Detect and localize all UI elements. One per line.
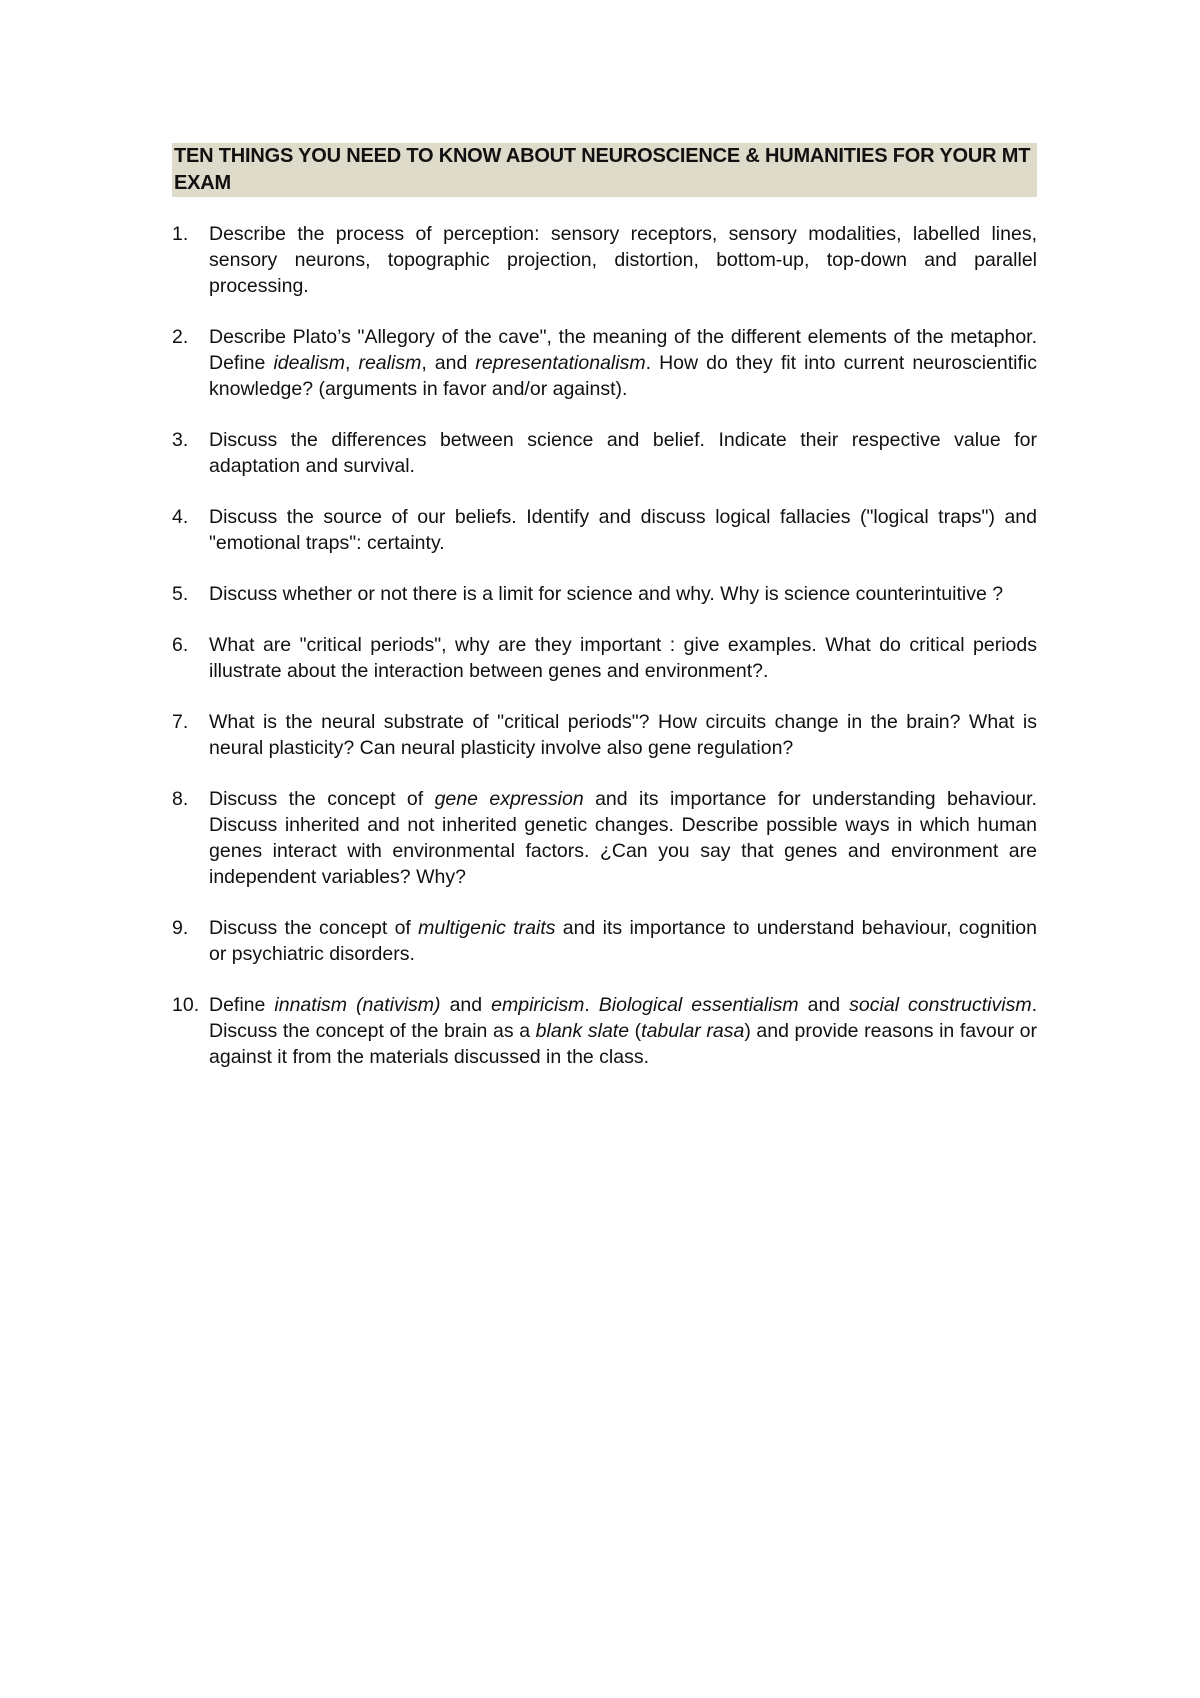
question-item-1 xyxy=(172,221,1037,299)
question-number: 9. xyxy=(172,917,189,939)
question-item-9 xyxy=(172,915,1037,967)
question-text xyxy=(209,429,1037,477)
question-text xyxy=(209,506,1037,554)
question-number: 10. xyxy=(172,994,200,1016)
question-item-7 xyxy=(172,709,1037,761)
text-run: . Discuss the concept of the brain as a xyxy=(209,994,1037,1042)
question-item-8 xyxy=(172,786,1037,890)
question-number: 5. xyxy=(172,583,189,605)
italic-term: Biological essentialism xyxy=(598,994,799,1016)
text-run: Describe Plato’s "Allegory of the cave", the meaning of the different elements of the metaphor. Define xyxy=(209,326,1037,374)
question-number: 1. xyxy=(172,223,189,245)
text-run: , and xyxy=(421,352,476,374)
text-run: and its importance to understand behaviour, cognition or psychiatric disorders. xyxy=(209,917,1037,965)
italic-term: idealism xyxy=(273,352,345,374)
document-title: TEN THINGS YOU NEED TO KNOW ABOUT NEUROSCIENCE & HUMANITIES FOR YOUR MT EXAM xyxy=(172,143,1037,197)
text-run: , xyxy=(344,352,359,374)
question-item-4 xyxy=(172,504,1037,556)
text-run: . xyxy=(584,994,599,1016)
text-run: Discuss the source of our beliefs. Identify and discuss logical fallacies ("logical traps") and "emotional traps": certainty. xyxy=(209,506,1037,554)
question-item-5 xyxy=(172,581,1037,607)
italic-term: social constructivism xyxy=(849,994,1032,1016)
question-number: 7. xyxy=(172,711,189,733)
question-text xyxy=(209,634,1037,682)
text-run: Discuss the concept of xyxy=(209,917,419,939)
text-run: What are "critical periods", why are they important : give examples. What do critical periods illustrate about the interaction between genes and environment?. xyxy=(209,634,1037,682)
question-text xyxy=(209,711,1037,759)
question-number: 6. xyxy=(172,634,189,656)
italic-term: multigenic traits xyxy=(418,917,556,939)
text-run: Discuss the concept of xyxy=(209,788,435,810)
italic-term: innatism (nativism) xyxy=(274,994,441,1016)
italic-term: gene expression xyxy=(434,788,584,810)
text-run: ( xyxy=(629,1020,642,1042)
question-text xyxy=(209,994,1037,1068)
text-run: and xyxy=(798,994,850,1016)
question-number: 2. xyxy=(172,326,189,348)
question-number: 8. xyxy=(172,788,189,810)
question-text xyxy=(209,788,1037,888)
question-list xyxy=(172,221,1037,1095)
text-run: ) and provide reasons in favour or against it from the materials discussed in the class. xyxy=(209,1020,1037,1068)
text-run: Discuss whether or not there is a limit for science and why. Why is science counterintuitive ? xyxy=(209,583,1004,605)
text-run: and its importance for understanding behaviour. Discuss inherited and not inherited genetic changes. Describe possible ways in which human genes interact with environmental factors. ¿Can you say that genes and environment are independent variables? Why? xyxy=(209,788,1037,888)
question-item-10 xyxy=(172,992,1037,1070)
question-item-2 xyxy=(172,324,1037,402)
text-run: . How do they fit into current neuroscientific knowledge? (arguments in favor and/or against). xyxy=(209,352,1037,400)
text-run: Discuss the differences between science and belief. Indicate their respective value for adaptation and survival. xyxy=(209,429,1037,477)
question-text xyxy=(209,917,1037,965)
text-run: What is the neural substrate of "critical periods"? How circuits change in the brain? What is neural plasticity? Can neural plasticity involve also gene regulation? xyxy=(209,711,1037,759)
italic-term: blank slate xyxy=(535,1020,630,1042)
question-text xyxy=(209,326,1037,400)
question-item-3 xyxy=(172,427,1037,479)
text-run: Define xyxy=(209,994,275,1016)
question-number: 3. xyxy=(172,429,189,451)
italic-term: tabular rasa xyxy=(641,1020,745,1042)
question-text xyxy=(209,223,1037,297)
question-item-6 xyxy=(172,632,1037,684)
text-run: and xyxy=(440,994,492,1016)
text-run: Describe the process of perception: sensory receptors, sensory modalities, labelled lines, sensory neurons, topographic projection, distortion, bottom-up, top-down and parallel processing. xyxy=(209,223,1037,297)
italic-term: representationalism xyxy=(475,352,646,374)
question-number: 4. xyxy=(172,506,189,528)
italic-term: realism xyxy=(358,352,422,374)
italic-term: empiricism xyxy=(491,994,585,1016)
question-text xyxy=(209,583,1003,605)
